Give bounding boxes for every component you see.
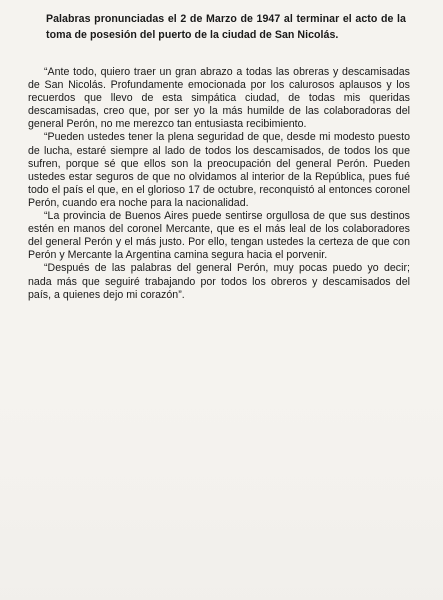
paragraph-1: “Ante todo, quiero traer un gran abrazo a todas las obreras y descamisadas de San Nicolás. Profundamente emocionada por los calurosos aplausos y los recuerdos que llevo de esta simpática ciudad, de todas mis queridas descamisadas, creo que, por ser yo la más humilde de las colaboradoras del general Perón, no me merezco tan entusiasta recibimiento. bbox=[28, 66, 410, 131]
paragraph-4: “Después de las palabras del general Perón, muy pocas puedo yo decir; nada más que seguiré trabajando por todos los obreros y descamisados del país, a quienes dejo mi corazón”. bbox=[28, 262, 410, 301]
paragraph-2: “Pueden ustedes tener la plena seguridad de que, desde mi modesto puesto de lucha, estaré siempre al lado de todos los descamisados, de todos los que sufren, porque sé que ellos son la preocupación del general Perón. Pueden ustedes estar seguros de que no olvidamos al interior de la República, pues fué todo el país el que, en el glorioso 17 de octubre, reconquistó al entonces coronel Perón, cuando era noche para la nacionalidad. bbox=[28, 131, 410, 209]
paper-texture bbox=[0, 395, 443, 600]
speech-body bbox=[28, 66, 410, 302]
speech-heading: Palabras pronunciadas el 2 de Marzo de 1947 al terminar el acto de la toma de posesión del puerto de la ciudad de San Nicolás. bbox=[46, 13, 406, 41]
paragraph-3: “La provincia de Buenos Aires puede sentirse orgullosa de que sus destinos estén en manos del coronel Mercante, que es el más leal de los colaboradores del general Perón y el más justo. Por ello, tengan ustedes la certeza de que con Perón y Mercante la Argentina camina segura hacia el porvenir. bbox=[28, 210, 410, 262]
